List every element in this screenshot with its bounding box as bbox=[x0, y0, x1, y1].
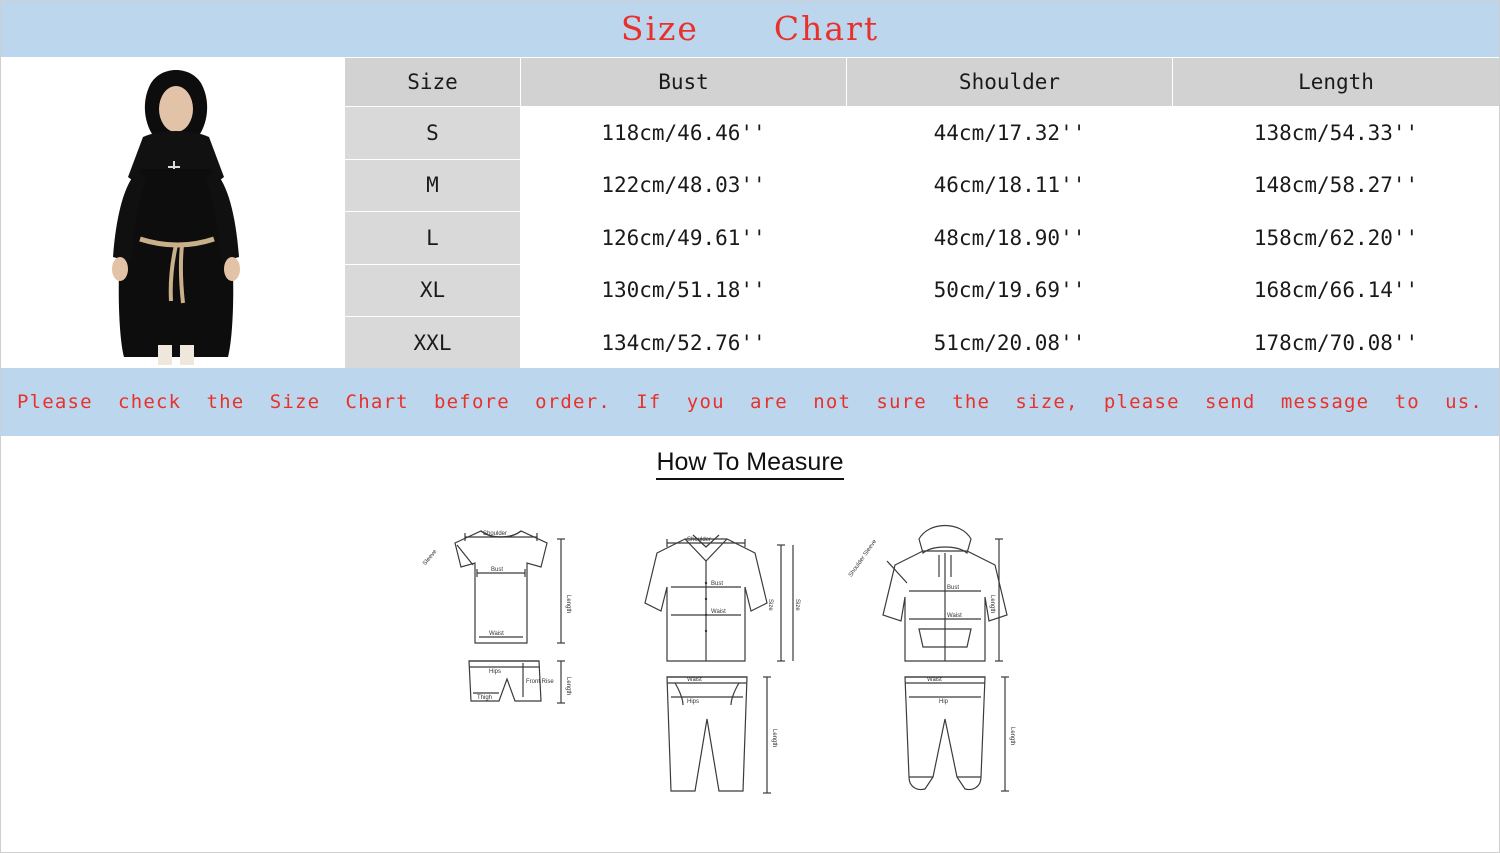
cell-length: 178cm/70.08'' bbox=[1173, 317, 1500, 370]
svg-text:Length: Length bbox=[565, 595, 571, 614]
svg-text:Waist: Waist bbox=[947, 613, 962, 619]
svg-text:Length: Length bbox=[989, 595, 995, 614]
size-chart-area bbox=[0, 57, 1500, 368]
svg-text:Shoulder: Shoulder bbox=[687, 537, 712, 543]
how-to-measure-title-text: How To Measure bbox=[656, 448, 843, 480]
cell-length: 158cm/62.20'' bbox=[1173, 212, 1500, 265]
table-row bbox=[345, 264, 1500, 317]
svg-text:Hip: Hip bbox=[939, 699, 949, 705]
svg-text:Size: Size bbox=[794, 599, 800, 611]
cell-shoulder: 46cm/18.11'' bbox=[847, 159, 1173, 212]
diagram-joggers bbox=[905, 677, 1015, 791]
cell-shoulder: 51cm/20.08'' bbox=[847, 317, 1173, 370]
svg-text:Length: Length bbox=[1009, 727, 1015, 746]
svg-text:Bust: Bust bbox=[491, 567, 504, 573]
diagram-pants bbox=[667, 677, 777, 793]
diagram-tshirt bbox=[422, 531, 571, 643]
column-header-shoulder: Shoulder bbox=[847, 58, 1173, 107]
cell-bust: 134cm/52.76'' bbox=[521, 317, 847, 370]
how-to-measure-title bbox=[0, 448, 1500, 477]
svg-text:Waist: Waist bbox=[687, 677, 702, 683]
svg-text:Hips: Hips bbox=[489, 669, 502, 675]
svg-text:Size: Size bbox=[767, 599, 773, 611]
garment-photo-icon bbox=[0, 57, 344, 368]
table-row bbox=[345, 107, 1500, 160]
svg-text:Shoulder Sleeve: Shoulder Sleeve bbox=[847, 538, 879, 579]
cell-bust: 118cm/46.46'' bbox=[521, 107, 847, 160]
svg-text:Hips: Hips bbox=[687, 699, 700, 705]
page-title: Size Chart bbox=[620, 9, 880, 48]
svg-text:Shoulder: Shoulder bbox=[483, 531, 508, 537]
cell-size: XL bbox=[345, 264, 521, 317]
svg-text:Bust: Bust bbox=[947, 585, 960, 591]
product-image bbox=[0, 57, 344, 368]
cell-size: L bbox=[345, 212, 521, 265]
table-row bbox=[345, 212, 1500, 265]
cell-bust: 130cm/51.18'' bbox=[521, 264, 847, 317]
size-table bbox=[344, 57, 1500, 370]
svg-text:Waist: Waist bbox=[489, 631, 504, 637]
cell-shoulder: 50cm/19.69'' bbox=[847, 264, 1173, 317]
diagram-hoodie bbox=[848, 526, 1007, 662]
notice-text: Please check the Size Chart before order. If you are not sure the size, please send message to us. bbox=[16, 391, 1484, 413]
cell-length: 168cm/66.14'' bbox=[1173, 264, 1500, 317]
table-row bbox=[345, 159, 1500, 212]
svg-text:Front Rise: Front Rise bbox=[526, 679, 554, 685]
cell-bust: 122cm/48.03'' bbox=[521, 159, 847, 212]
diagram-shorts bbox=[469, 661, 571, 703]
svg-text:Length: Length bbox=[565, 677, 571, 696]
cell-size: M bbox=[345, 159, 521, 212]
cell-shoulder: 44cm/17.32'' bbox=[847, 107, 1173, 160]
header-band bbox=[0, 0, 1500, 57]
notice-band bbox=[0, 368, 1500, 436]
svg-text:Waist: Waist bbox=[927, 677, 942, 683]
cell-length: 148cm/58.27'' bbox=[1173, 159, 1500, 212]
svg-text:Sleeve: Sleeve bbox=[422, 548, 439, 567]
column-header-length: Length bbox=[1173, 58, 1500, 107]
table-row bbox=[345, 317, 1500, 370]
cell-size: S bbox=[345, 107, 521, 160]
column-header-size: Size bbox=[345, 58, 521, 107]
table-header-row bbox=[345, 58, 1500, 107]
svg-text:Waist: Waist bbox=[711, 609, 726, 615]
cell-length: 138cm/54.33'' bbox=[1173, 107, 1500, 160]
cell-size: XXL bbox=[345, 317, 521, 370]
svg-text:Length: Length bbox=[771, 729, 777, 748]
measure-diagrams bbox=[395, 491, 1115, 841]
diagram-shirt bbox=[645, 535, 800, 661]
how-to-measure-section bbox=[0, 436, 1500, 853]
cell-shoulder: 48cm/18.90'' bbox=[847, 212, 1173, 265]
svg-text:Bust: Bust bbox=[711, 581, 724, 587]
svg-text:Thigh: Thigh bbox=[477, 695, 493, 701]
column-header-bust: Bust bbox=[521, 58, 847, 107]
cell-bust: 126cm/49.61'' bbox=[521, 212, 847, 265]
